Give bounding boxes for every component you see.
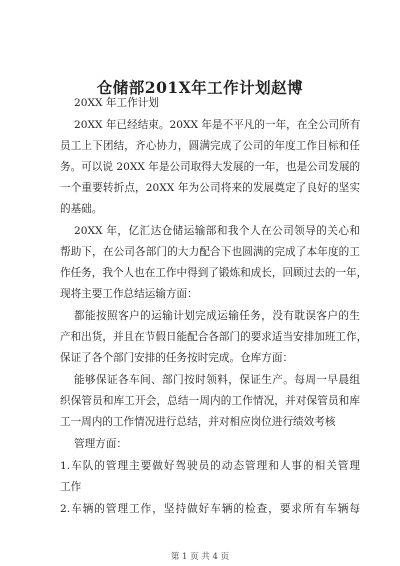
body-line: 2.车辆的管理工作，坚持做好车辆的检查，要求所有车辆每 [60, 503, 360, 515]
body-line: 工一周内的工作情况进行总结，并对相应岗位进行绩效考核 [60, 416, 336, 428]
body-line: 20XX 年，亿汇达仓储运输部和我个人在公司领导的关心和 [74, 225, 360, 237]
body-line: 保证了各个部门安排的任务按时完成。仓库方面： [60, 352, 294, 364]
body-line: 作任务，我个人也在工作中得到了锻炼和成长，回顾过去的一年， [60, 267, 368, 279]
page-footer: 第 1 页 共 4 页 [170, 552, 230, 562]
body-line: 帮助下，在公司各部门的大力配合下也圆满的完成了本年度的工 [60, 246, 360, 258]
body-line: 务。可以说 20XX 年是公司取得大发展的一年，也是公司发展的 [60, 161, 361, 173]
body-line: 工作 [60, 481, 82, 493]
body-line: 20XX 年工作计划 [74, 97, 159, 109]
body-line: 1.车队的管理主要做好驾驶员的动态管理和人事的相关管理 [60, 460, 360, 472]
body-line: 一个重要转折点，20XX 年为公司将来的发展奠定了良好的坚实 [60, 182, 360, 194]
body-line: 现将主要工作总结运输方面： [60, 288, 198, 300]
body-line: 员工上下团结，齐心协力，圆满完成了公司的年度工作目标和任 [60, 140, 360, 152]
body-line: 都能按照客户的运输计划完成运输任务，没有耽误客户的生 [74, 310, 360, 322]
body-line: 产和出货，并且在节假日能配合各部门的要求适当安排加班工作， [60, 331, 368, 343]
document-title: 仓储部201X年工作计划赵博 [96, 78, 304, 97]
body-line: 管理方面： [74, 438, 127, 450]
body-line: 能够保证各车间、部门按时领料，保证生产。每周一早晨组 [74, 374, 360, 386]
body-line: 织保管员和库工开会，总结一周内的工作情况，并对保管员和库 [60, 395, 360, 407]
body-line: 的基础。 [60, 203, 103, 215]
body-line: 20XX 年已经结束。20XX 年是不平凡的一年，在全公司所有 [74, 119, 361, 131]
